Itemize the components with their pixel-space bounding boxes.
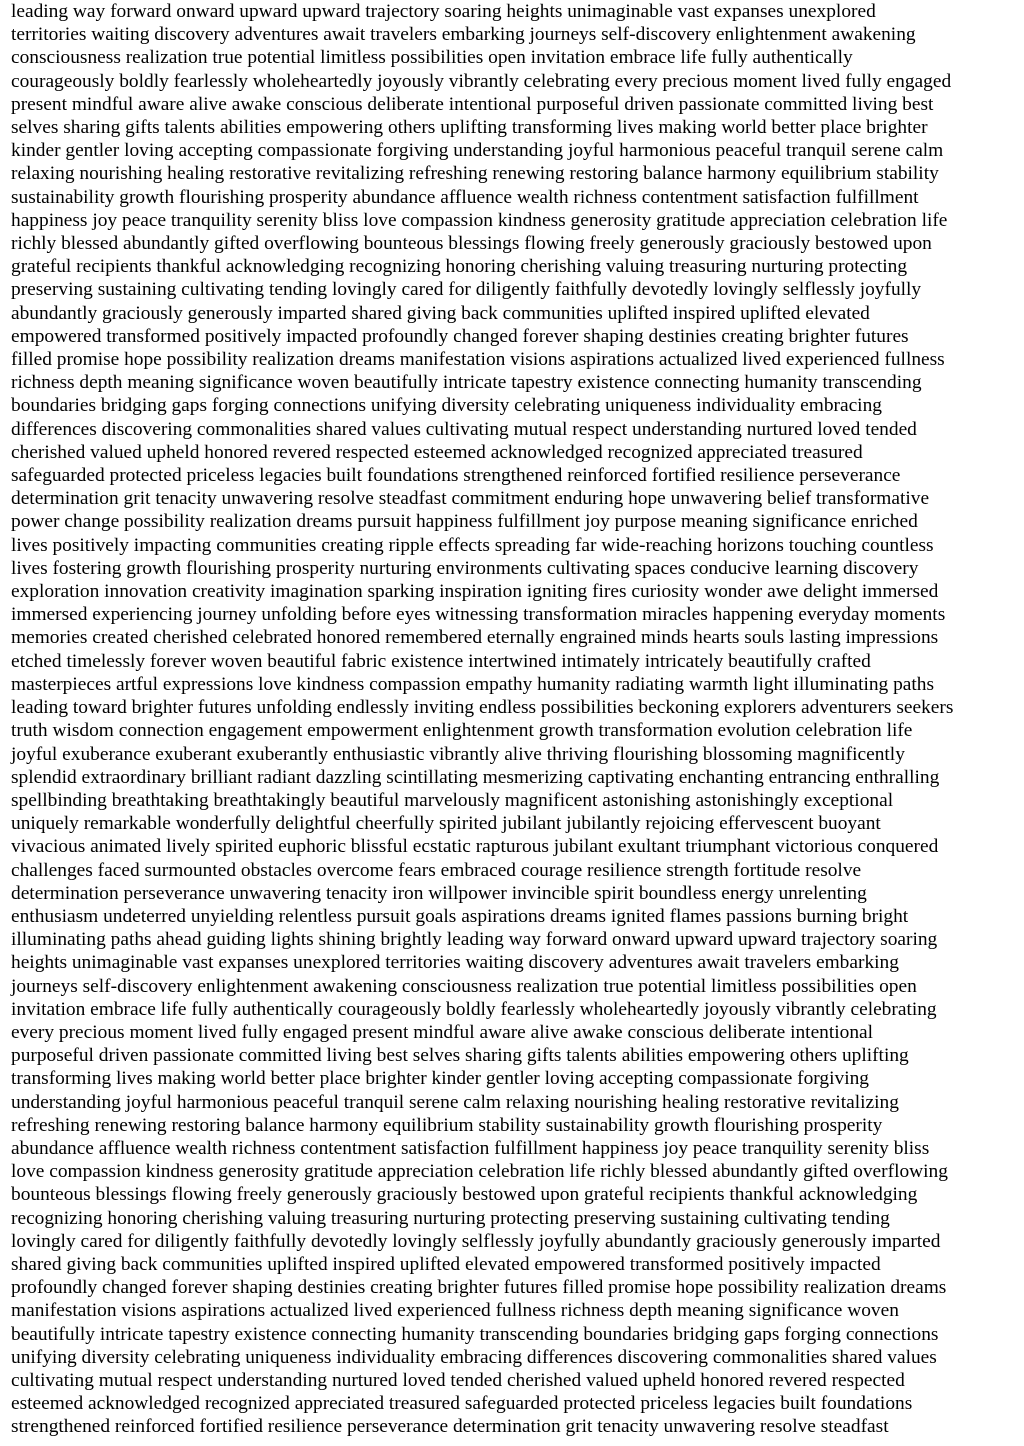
text-line: power change possibility realization dreams pursuit happiness fulfillment joy purpose meaning significance enriched	[11, 511, 918, 533]
text-line: leading toward brighter futures unfolding endlessly inviting endless possibilities beckoning explorers adventurers seekers	[11, 697, 954, 719]
text-line: sustainability growth flourishing prosperity abundance affluence wealth richness contentment satisfaction fulfillment	[11, 186, 919, 208]
text-line: differences discovering commonalities shared values cultivating mutual respect understanding nurtured loved tended	[11, 418, 917, 440]
text-line: vivacious animated lively spirited euphoric blissful ecstatic rapturous jubilant exultant triumphant victorious conquered	[11, 836, 939, 858]
text-line: heights unimaginable vast expanses unexplored territories waiting discovery adventures await travelers embarking	[11, 952, 899, 974]
text-line: profoundly changed forever shaping destinies creating brighter futures filled promise hope possibility realization dreams	[11, 1277, 947, 1299]
text-line: masterpieces artful expressions love kindness compassion empathy humanity radiating warmth light illuminating paths	[11, 673, 935, 695]
text-line: every precious moment lived fully engaged present mindful aware alive awake conscious deliberate intentional	[11, 1021, 874, 1043]
text-line: challenges faced surmounted obstacles overcome fears embraced courage resilience strength fortitude resolve	[11, 859, 862, 881]
text-line: shared giving back communities uplifted inspired uplifted elevated empowered transformed positively impacted	[11, 1253, 881, 1275]
text-line: exploration innovation creativity imagination sparking inspiration igniting fires curiosity wonder awe delight immersed	[11, 581, 939, 603]
text-line: manifestation visions aspirations actualized lived experienced fullness richness depth meaning significance woven	[11, 1300, 899, 1322]
text-line: strengthened reinforced fortified resilience perseverance determination grit tenacity unwavering resolve steadfast	[11, 1416, 889, 1438]
text-line: leading way forward onward upward upward trajectory soaring heights unimaginable vast expanses unexplored	[11, 1, 876, 22]
text-line: selves sharing gifts talents abilities empowering others uplifting transforming lives making world better place brighter	[11, 117, 928, 139]
text-line: unifying diversity celebrating uniqueness individuality embracing differences discovering commonalities shared values	[11, 1346, 937, 1368]
text-line: joyful exuberance exuberant exuberantly enthusiastic vibrantly alive thriving flourishing blossoming magnificently	[11, 743, 905, 765]
text-line: memories created cherished celebrated honored remembered eternally engrained minds hearts souls lasting impressions	[11, 627, 939, 649]
text-line: journeys self-discovery enlightenment awakening consciousness realization true potential limitless possibilities open	[11, 975, 917, 997]
text-line: illuminating paths ahead guiding lights shining brightly leading way forward onward upward upward trajectory soaring	[11, 929, 938, 951]
text-line: happiness joy peace tranquility serenity bliss love compassion kindness generosity gratitude appreciation celebration life	[11, 209, 948, 231]
text-line: cherished valued upheld honored revered respected esteemed acknowledged recognized appreciated treasured	[11, 441, 863, 463]
text-line: empowered transformed positively impacted profoundly changed forever shaping destinies creating brighter futures	[11, 325, 909, 347]
text-line: spellbinding breathtaking breathtakingly beautiful marvelously magnificent astonishing astonishingly exceptional	[11, 789, 894, 811]
text-line: refreshing renewing restoring balance harmony equilibrium stability sustainability growth flourishing prosperity	[11, 1114, 883, 1136]
text-line: lives positively impacting communities creating ripple effects spreading far wide-reaching horizons touching countless	[11, 534, 934, 556]
text-line: love compassion kindness generosity gratitude appreciation celebration life richly blessed abundantly gifted overflowing	[11, 1161, 948, 1183]
text-line: determination grit tenacity unwavering resolve steadfast commitment enduring hope unwavering belief transformative	[11, 488, 930, 510]
text-line: etched timelessly forever woven beautiful fabric existence intertwined intimately intricately beautifully crafted	[11, 650, 871, 672]
text-line: transforming lives making world better place brighter kinder gentler loving accepting compassionate forgiving	[11, 1068, 869, 1090]
text-line: consciousness realization true potential limitless possibilities open invitation embrace life fully authentically	[11, 47, 853, 69]
text-line: splendid extraordinary brilliant radiant dazzling scintillating mesmerizing captivating enchanting entrancing enthralling	[11, 766, 940, 788]
text-line: lives fostering growth flourishing prosperity nurturing environments cultivating spaces conducive learning discovery	[11, 557, 919, 579]
text-line: invitation embrace life fully authentically courageously boldly fearlessly wholeheartedly joyously vibrantly celebrating	[11, 998, 937, 1020]
text-line: filled promise hope possibility realization dreams manifestation visions aspirations actualized lived experienced fullness	[11, 349, 945, 371]
text-line: courageously boldly fearlessly wholeheartedly joyously vibrantly celebrating every precious moment lived fully engaged	[11, 70, 952, 92]
text-line: cultivating mutual respect understanding nurtured loved tended cherished valued upheld honored revered respected	[11, 1369, 905, 1391]
text-line: truth wisdom connection engagement empowerment enlightenment growth transformation evolution celebration life	[11, 720, 913, 742]
body-text	[11, 0, 1014, 1439]
text-line: boundaries bridging gaps forging connections unifying diversity celebrating uniqueness individuality embracing	[11, 395, 882, 417]
text-line: abundantly graciously generously imparted shared giving back communities uplifted inspired uplifted elevated	[11, 302, 870, 324]
text-line: preserving sustaining cultivating tending lovingly cared for diligently faithfully devotedly lovingly selflessly joyfully	[11, 279, 922, 301]
text-line: purposeful driven passionate committed living best selves sharing gifts talents abilities empowering others uplifting	[11, 1045, 909, 1067]
text-line: richness depth meaning significance woven beautifully intricate tapestry existence connecting humanity transcending	[11, 372, 922, 394]
text-line: present mindful aware alive awake conscious deliberate intentional purposeful driven passionate committed living best	[11, 93, 934, 115]
text-line: lovingly cared for diligently faithfully devotedly lovingly selflessly joyfully abundantly graciously generously imparted	[11, 1230, 941, 1252]
text-line: grateful recipients thankful acknowledging recognizing honoring cherishing valuing treasuring nurturing protecting	[11, 256, 908, 278]
text-line: beautifully intricate tapestry existence connecting humanity transcending boundaries bridging gaps forging connections	[11, 1323, 939, 1345]
text-line: determination perseverance unwavering tenacity iron willpower invincible spirit boundless energy unrelenting	[11, 882, 867, 904]
text-line: safeguarded protected priceless legacies built foundations strengthened reinforced fortified resilience perseverance	[11, 465, 901, 487]
text-line: understanding joyful harmonious peaceful tranquil serene calm relaxing nourishing healing restorative revitalizing	[11, 1091, 899, 1113]
text-line: esteemed acknowledged recognized appreciated treasured safeguarded protected priceless legacies built foundations	[11, 1393, 913, 1415]
text-line: immersed experiencing journey unfolding before eyes witnessing transformation miracles happening everyday moments	[11, 604, 946, 626]
text-line: recognizing honoring cherishing valuing treasuring nurturing protecting preserving sustaining cultivating tending	[11, 1207, 890, 1229]
text-line: territories waiting discovery adventures await travelers embarking journeys self-discovery enlightenment awakening	[11, 24, 916, 46]
text-line: abundance affluence wealth richness contentment satisfaction fulfillment happiness joy peace tranquility serenity bliss	[11, 1137, 930, 1159]
text-line: uniquely remarkable wonderfully delightful cheerfully spirited jubilant jubilantly rejoicing effervescent buoyant	[11, 813, 881, 835]
text-line: enthusiasm undeterred unyielding relentless pursuit goals aspirations dreams ignited flames passions burning bright	[11, 905, 909, 927]
text-line: richly blessed abundantly gifted overflowing bounteous blessings flowing freely generously graciously bestowed upon	[11, 233, 932, 255]
text-line: relaxing nourishing healing restorative revitalizing refreshing renewing restoring balance harmony equilibrium stability	[11, 163, 939, 185]
text-line: kinder gentler loving accepting compassionate forgiving understanding joyful harmonious peaceful tranquil serene calm	[11, 140, 944, 162]
text-line: bounteous blessings flowing freely generously graciously bestowed upon grateful recipients thankful acknowledging	[11, 1184, 918, 1206]
